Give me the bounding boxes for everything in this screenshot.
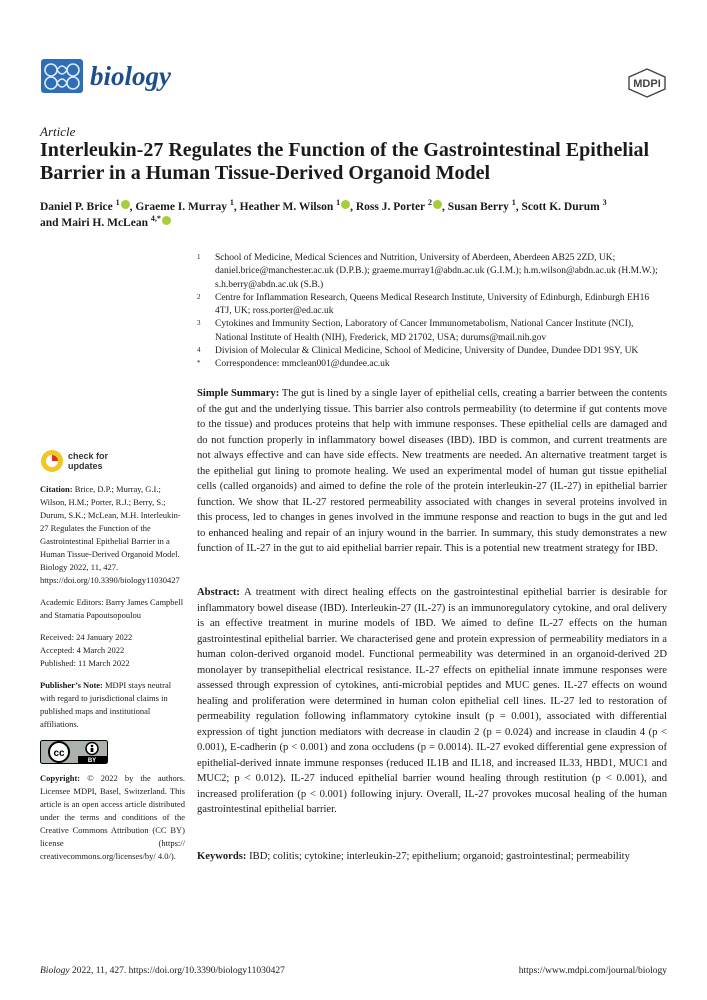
- svg-text:BY: BY: [87, 758, 97, 764]
- publisher-note: Publisher’s Note: MDPI stays neutral with regard to jurisdictional claims in published maps and institutional affiliations.: [40, 680, 172, 729]
- footer-journal-url[interactable]: https://www.mdpi.com/journal/biology: [518, 966, 667, 976]
- page-title: Interleukin-27 Regulates the Function of the Gastrointestinal Epithelial Barrier in a Human Tissue-Derived Organoid Model: [40, 139, 650, 184]
- dates: [40, 631, 185, 670]
- affiliation-item: 2 Centre for Inflammation Research, Queens Medical Research Institute, University of Edinburgh, Edinburgh EH16 4TJ, UK; ross.porter@ed.ac.uk: [197, 292, 650, 317]
- orcid-icon[interactable]: [121, 200, 130, 209]
- article-type: Article: [40, 124, 76, 139]
- date-accepted: Accepted: 4 March 2022: [40, 645, 125, 655]
- author[interactable]: Scott K. Durum $^3$: [521, 198, 607, 213]
- affiliation-item: * Correspondence: mmclean001@dundee.ac.uk: [197, 359, 390, 370]
- orcid-icon[interactable]: [433, 200, 442, 209]
- affiliations: [197, 252, 667, 372]
- orcid-icon[interactable]: [162, 216, 171, 225]
- copyright: Copyright: © 2022 by the authors. Licensee MDPI, Basel, Switzerland. This article is an open access article distributed under the terms and conditions of the Creative Commons Attribution (CC BY) license (https:// creativecommons.org/licenses/by/ 4.0/).: [40, 773, 185, 861]
- author[interactable]: Ross J. Porter $^2$ ,: [355, 198, 448, 213]
- footer-citation: Biology 2022, 11, 427. https://doi.org/10.3390/biology11030427: [40, 966, 285, 976]
- page-footer: [40, 966, 667, 976]
- check-for-updates-button[interactable]: check for updates: [40, 449, 185, 473]
- svg-text:cc: cc: [53, 748, 65, 759]
- author[interactable]: Heather M. Wilson $^1$ ,: [239, 198, 356, 213]
- biology-journal-icon: [40, 58, 84, 94]
- sidebar: [40, 449, 185, 872]
- mdpi-logo[interactable]: [627, 68, 667, 103]
- date-received: Received: 24 January 2022: [40, 632, 133, 642]
- author[interactable]: Graeme I. Murray $^1$,: [135, 198, 240, 213]
- cc-by-license-badge[interactable]: [40, 740, 108, 764]
- affiliation-item: 3 Cytokines and Immunity Section, Laboratory of Cancer Immunometabolism, National Cancer Institute (NCI), National Institute of Health (NIH), Frederick, MD 21702, USA; durums@mail.nih.gov: [197, 319, 634, 343]
- mdpi-logo-icon: [627, 68, 667, 98]
- author[interactable]: and Mairi H. McLean $^{4,*}$: [40, 217, 171, 229]
- journal-logo[interactable]: [40, 58, 171, 94]
- abstract: Abstract: A treatment with direct healing effects on the gastrointestinal epithelial barrier is desirable for inflammatory bowel disease (IBD). Interleukin-27 (IL-27) is an immunoregulatory cytokine, and oral delivery is an effective treatment in murine models of IBD. We aimed to define IL-27 effects on the human gastrointestinal epithelial barrier. We characterised gene and protein expression of permeability mediators in a human colon-derived organoid model. Functional permeability was determined in an organoid-derived 2D monolayer by transepithelial electrical resistance. IL-27 effects on epithelial innate immune responses were assessed through expression of cytokines, anti-microbial peptides and MUC genes. IL-27 effects on wound healing and proliferation were determined in human colon epithelial cell lines. IL-27 led to restoration of permeability regulation following inflammatory cytokine insult (p = 0.001), associated with differential expression of tight junction mediators with decrease in claudin 2 (p = 0.024) and increase in claudin 4 (p < 0.001), E-cadherin (p < 0.001) and zona occludens (p = 0.0014). IL-27 evoked differential gene expression of epithelial-derived innate immune responses (reduced IL1B and IL18, and increased IL33, HBD1, MUC1 and MUC2; p < 0.012). IL-27 induced epithelial barrier wound healing through restitution (p < 0.001), and increased proliferation (p < 0.001) following injury. Overall, IL-27 provokes mucosal healing of the human gastrointestinal epithelial barrier.: [197, 587, 667, 815]
- author[interactable]: Daniel P. Brice $^1$ ,: [40, 198, 136, 213]
- academic-editors: Academic Editors: Barry James Campbell and Stamatia Papoutsopoulou: [40, 597, 184, 620]
- publisher-name: MDPI: [633, 78, 661, 90]
- author[interactable]: Susan Berry $^1$,: [447, 198, 522, 213]
- author-list: [40, 199, 667, 231]
- journal-name: biology: [90, 60, 171, 91]
- keywords: Keywords: IBD; colitis; cytokine; interleukin-27; epithelium; organoid; gastrointestinal; permeability: [197, 851, 630, 862]
- citation: Citation: Brice, D.P.; Murray, G.I.; Wilson, H.M.; Porter, R.J.; Berry, S.; Durum, S.K.; McLean, M.H. Interleukin-27 Regulates the Function of the Gastrointestinal Epithelial Barrier in a Human Tissue-Derived Organoid Model. Biology 2022, 11, 427. https://doi.org/10.3390/biology11030427: [40, 484, 181, 585]
- affiliation-item: 4 Division of Molecular & Clinical Medicine, School of Medicine, University of Dundee, Dundee DD1 9SY, UK: [197, 346, 639, 357]
- page-header: [40, 58, 667, 98]
- date-published: Published: 11 March 2022: [40, 658, 130, 668]
- check-updates-icon: [40, 449, 64, 473]
- orcid-icon[interactable]: [341, 200, 350, 209]
- affiliation-item: 1 School of Medicine, Medical Sciences and Nutrition, University of Aberdeen, Aberdeen AB25 2ZD, UK; daniel.brice@manchester.ac.uk (D.P.B.); graeme.murray1@abdn.ac.uk (G.I.M.); h.m.wilson@abdn.ac.uk (H.M.W.); s.h.berry@abdn.ac.uk (S.B.): [197, 253, 658, 290]
- simple-summary: Simple Summary: The gut is lined by a single layer of epithelial cells, creating a barrier between the contents of the gut and the underlying tissue. This barrier also controls permeability (to determine if gut contents move to the tissue) and produces proteins that help with immune responses. These epithelial cells are damaged and do not function properly in inflammatory bowel diseases (IBD). IBD is common, and current treatments are not always effective and can have side effects. New treatments are needed. An alternative treatment target is the epithelial gut lining to promote healing. We used an experimental model of human gut tissue epithelial cells (called organoids) and aimed to define the role of the protein interleukin-27 (IL-27) in epithelial barrier function. We show that IL-27 restored permeability associated with changes in several proteins involved in this process, led to changes in genes involved in the immune response and reaction to bugs in the gut and led to enhanced healing and repair of an injury wound in the barrier. In summary, this study demonstrates a new function of IL-27 in the gut to aid epithelial barrier repair. This is a potential new treatment strategy for IBD.: [197, 388, 667, 554]
